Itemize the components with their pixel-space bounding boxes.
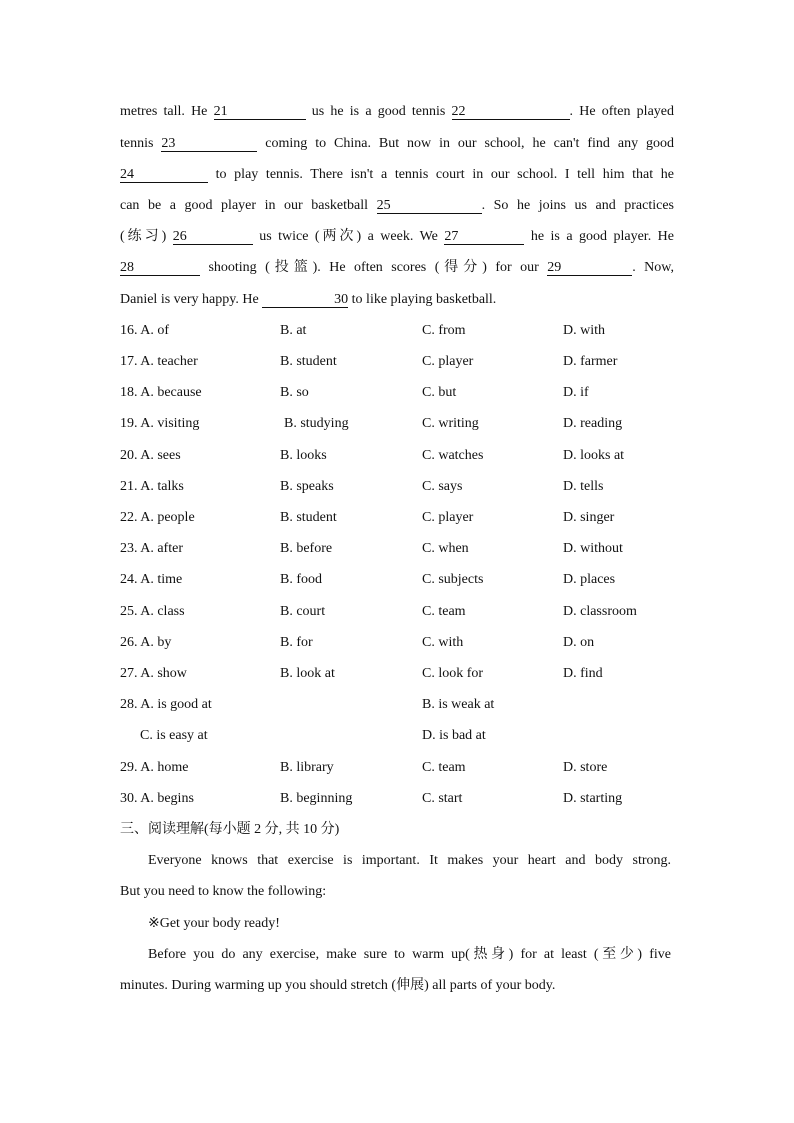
question-16-option-a[interactable]: 16. A. of	[120, 323, 170, 338]
question-23-option-a[interactable]: 23. A. after	[120, 541, 183, 556]
question-26-option-d[interactable]: D. on	[563, 635, 595, 650]
blank-30[interactable]: 30	[262, 292, 348, 308]
reading-tip: ※Get your body ready!	[148, 916, 280, 931]
question-17-option-b[interactable]: B. student	[280, 354, 337, 369]
question-27-option-c[interactable]: C. look for	[422, 666, 484, 681]
question-20-option-d[interactable]: D. looks at	[563, 448, 625, 463]
question-29-option-c[interactable]: C. team	[422, 760, 466, 775]
passage-line-4: can be a good player in our basketball 25 . So he joins us and practices	[120, 198, 674, 213]
question-21-option-c[interactable]: C. says	[422, 479, 463, 494]
blank-22[interactable]: 22	[452, 104, 570, 120]
question-19-option-d[interactable]: D. reading	[563, 416, 623, 431]
question-21-option-b[interactable]: B. speaks	[280, 479, 334, 494]
question-27-option-a[interactable]: 27. A. show	[120, 666, 187, 681]
question-24-option-a[interactable]: 24. A. time	[120, 572, 183, 587]
question-18-option-b[interactable]: B. so	[280, 385, 309, 400]
blank-27[interactable]: 27	[444, 229, 524, 245]
blank-21[interactable]: 21	[214, 104, 306, 120]
question-29-option-d[interactable]: D. store	[563, 760, 608, 775]
question-19-option-b[interactable]: B. studying	[284, 416, 349, 431]
passage-line-7: Daniel is very happy. He 30 to like playing basketball.	[120, 292, 497, 307]
question-18-option-c[interactable]: C. but	[422, 385, 457, 400]
passage-line-3: 24 to play tennis. There isn't a tennis court in our school. I tell him that he	[120, 167, 674, 182]
blank-23[interactable]: 23	[161, 136, 257, 152]
question-17-option-a[interactable]: 17. A. teacher	[120, 354, 198, 369]
question-25-option-c[interactable]: C. team	[422, 604, 466, 619]
question-19-option-a[interactable]: 19. A. visiting	[120, 416, 200, 431]
question-25-option-d[interactable]: D. classroom	[563, 604, 637, 619]
question-21-option-d[interactable]: D. tells	[563, 479, 604, 494]
question-30-option-d[interactable]: D. starting	[563, 791, 623, 806]
blank-24[interactable]: 24	[120, 167, 208, 183]
question-28-option-b[interactable]: B. is weak at	[422, 697, 495, 712]
question-25-option-a[interactable]: 25. A. class	[120, 604, 185, 619]
reading-paragraph-1-line-1: Everyone knows that exercise is important. It makes your heart and body strong.	[148, 853, 671, 868]
question-20-option-c[interactable]: C. watches	[422, 448, 484, 463]
blank-26[interactable]: 26	[173, 229, 253, 245]
question-30-option-a[interactable]: 30. A. begins	[120, 791, 194, 806]
question-26-option-a[interactable]: 26. A. by	[120, 635, 172, 650]
question-29-option-b[interactable]: B. library	[280, 760, 334, 775]
question-19-option-c[interactable]: C. writing	[422, 416, 479, 431]
question-27-option-b[interactable]: B. look at	[280, 666, 335, 681]
question-23-option-b[interactable]: B. before	[280, 541, 333, 556]
question-17-option-d[interactable]: D. farmer	[563, 354, 618, 369]
reading-paragraph-1-line-2: But you need to know the following:	[120, 884, 327, 899]
passage-line-6: 28 shooting (投篮). He often scores (得分) for our 29 . Now,	[120, 260, 674, 275]
section-3-heading: 三、阅读理解(每小题 2 分, 共 10 分)	[120, 822, 340, 837]
question-16-option-c[interactable]: C. from	[422, 323, 466, 338]
question-23-option-d[interactable]: D. without	[563, 541, 623, 556]
passage-line-1: metres tall. He 21 us he is a good tennis 22 . He often played	[120, 104, 674, 119]
question-30-option-b[interactable]: B. beginning	[280, 791, 353, 806]
question-27-option-d[interactable]: D. find	[563, 666, 603, 681]
blank-25[interactable]: 25	[377, 198, 482, 214]
question-26-option-b[interactable]: B. for	[280, 635, 313, 650]
question-18-option-d[interactable]: D. if	[563, 385, 589, 400]
question-24-option-c[interactable]: C. subjects	[422, 572, 484, 587]
question-24-option-d[interactable]: D. places	[563, 572, 616, 587]
question-22-option-c[interactable]: C. player	[422, 510, 474, 525]
question-22-option-b[interactable]: B. student	[280, 510, 337, 525]
question-20-option-b[interactable]: B. looks	[280, 448, 327, 463]
question-18-option-a[interactable]: 18. A. because	[120, 385, 202, 400]
question-25-option-b[interactable]: B. court	[280, 604, 326, 619]
passage-line-5: (练习) 26 us twice (两次) a week. We 27 he is a good player. He	[120, 229, 674, 244]
blank-28[interactable]: 28	[120, 260, 200, 276]
question-17-option-c[interactable]: C. player	[422, 354, 474, 369]
question-28-option-d[interactable]: D. is bad at	[422, 728, 486, 743]
question-20-option-a[interactable]: 20. A. sees	[120, 448, 181, 463]
question-23-option-c[interactable]: C. when	[422, 541, 469, 556]
question-16-option-b[interactable]: B. at	[280, 323, 307, 338]
question-21-option-a[interactable]: 21. A. talks	[120, 479, 184, 494]
reading-paragraph-2-line-1: Before you do any exercise, make sure to warm up(热身) for at least (至少) five	[148, 947, 671, 962]
question-26-option-c[interactable]: C. with	[422, 635, 464, 650]
question-28-option-a[interactable]: 28. A. is good at	[120, 697, 212, 712]
question-16-option-d[interactable]: D. with	[563, 323, 605, 338]
reading-paragraph-2-line-2: minutes. During warming up you should stretch (伸展) all parts of your body.	[120, 978, 556, 993]
passage-line-2: tennis 23 coming to China. But now in our school, he can't find any good	[120, 136, 674, 151]
question-29-option-a[interactable]: 29. A. home	[120, 760, 189, 775]
question-22-option-d[interactable]: D. singer	[563, 510, 615, 525]
blank-29[interactable]: 29	[547, 260, 632, 276]
question-22-option-a[interactable]: 22. A. people	[120, 510, 195, 525]
question-30-option-c[interactable]: C. start	[422, 791, 463, 806]
question-24-option-b[interactable]: B. food	[280, 572, 322, 587]
question-28-option-c[interactable]: C. is easy at	[140, 728, 208, 743]
